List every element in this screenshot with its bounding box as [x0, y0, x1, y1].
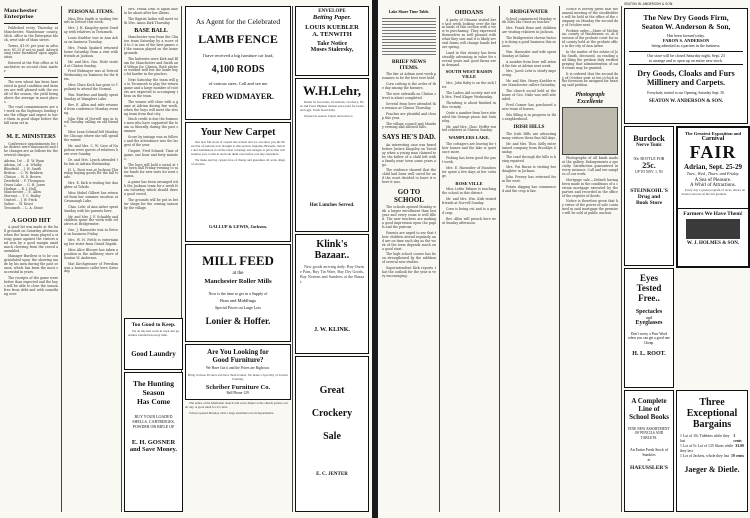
furniture-ad: Are You Looking for Good Furniture? We Have Got it and the Prices are Right too. Bring in those Pictures and have them framed. We make a Specialty of Artistic Framing. Schriber Furniture Co. Bell Phone 129.	[185, 344, 291, 400]
bargains-signature: Jaeger & Dietle.	[684, 465, 740, 474]
masthead: Manchester Enterprise	[4, 8, 38, 20]
crockery-ad: Great Crockery Sale E. C. JENTER	[295, 356, 369, 512]
farm-implement-illustration	[686, 219, 740, 239]
hunting-ad: The Hunting Season Has Come BUY YOUR LOADED SHELLS, CARTRIDGES, POWDER OR RIFLE OF E. H. GOSNER and Save Money.	[124, 372, 183, 512]
bridgewater-heading: BRIDGEWATER	[510, 10, 548, 15]
personal-items-heading: PERSONAL ITEMS.	[68, 10, 114, 15]
mill-feed-title: MILL FEED	[202, 253, 274, 268]
raisin-ville-heading: SOUTH WEST RAISIN VILLE	[445, 69, 493, 80]
says-hes-dad-heading: SAYS HE'S DAD.	[382, 133, 436, 142]
good-hit-heading: A GOOD HIT	[11, 216, 51, 224]
right-page	[378, 0, 750, 518]
left-column-1: Manchester Enterprise Published every Thursday at Manchester, Washtenaw county, Mich. office in the Enterprise block, west side of Main street. Terms, $1.00 per year in advance; $1.25 if not so paid. Advertising rates furnished upon application. Entered at the Post office at Manchester as second class matter. The new wheat has been harvested in good condition and farmers are well pleased with the result of the season, the yield being above the average in most places. The road commissioners are at work on the highways leading into the village and expect to have them in good shape before the fall rains set in. M. E. MINISTERS Conference appointments for the district were announced and the changes are as follows for the several charges. Adrian, 1st ... E. W. Ryan Adrian, 2d ... A. Whitby Blissfield ... J. H. Smith Britton ... C. W. Baldwin Clinton ... W. D. Brown Deerfield ... F. Thompson Grass Lake ... G. H. Jones Hudson ... R. J. Hall Manchester ... E. Allen Morenci ... T. C. Bailey Onsted ... J. W. Frick Saline ... W. Keast Tecumseh ... L. A. Stone A GOOD HIT A good hit was made at the ball grounds on Saturday afternoon when the home team played a strong game against the visitors and won by a good margin amid much cheering from the crowd assembled. Manager Burtless is to be congratulated upon the showing made by his men during the past season, which has been the most successful in years. The receipts of the game were better than expected and the boys will be able to close the season free from debt and with something over.	[4, 8, 58, 296]
left-page	[0, 0, 372, 518]
lehr-ad: W.H.Lehr, Dealer in Groceries, Provisions, Crockery, Flour and Feed. Highest market price paid for butter and eggs. Fresh bread daily. Oysters in season. Cigars and tobacco. Hot Lunches Served.	[295, 78, 369, 232]
time-table-heading: Lake Shore Time Table.	[388, 9, 430, 14]
go-to-school-heading: GO TO SCHOOL	[394, 188, 424, 204]
left-lower-ads: The ladies of the Methodist church will serve dinner at the church parlors on fair day. A good meal for 25 cents. School opened Monday with a large attendance in all departments.	[185, 402, 289, 415]
time-table	[382, 16, 436, 56]
rose-ville-heading: ROSE VILLE	[455, 180, 483, 186]
klink-ad: Klink's Bazaar.. New goods arriving daily. Buy Ourine Pans, Buy Tin Ware, Buy Dry Goods, Buy Notions and Sundries at the Bazaar. J. W. KLINK.	[295, 234, 369, 354]
right-fold-header: SEATON W. ANDERSON & SON.	[624, 2, 674, 6]
eyes-tested-ad: Eyes Tested Free.. Spectacles and Eyeglasses Don't worry a Poor Word when you can get a good one Cheap. H. L. ROOT.	[624, 268, 674, 388]
wamplers-lake-heading: WAMPLERS LAKE.	[448, 135, 490, 141]
right-column-1: Lake Shore Time Table. BRIEF NEWS ITEMS. The fair at Adrian next week promises to be the best ever held. Corn cutting is the order of the day among the farmers. The new sidewalk on Clinton street is about completed. Several from here attended the reunion at Clinton Thursday. Peaches are plentiful and cheap this year. The village council met Monday evening and allowed bills. SAYS HE'S DAD. An interesting case was heard before Justice Kingsley on Tuesday when a young man claimed to be the father of a child left with a family near town some years ago. The evidence showed that the child had been well cared for and the court decided to leave it where it was. GO TO SCHOOL The schools opened Monday with a larger enrollment than last year and every room is well filled. The new teachers are making a good impression upon the pupils and the patrons. Parents are urged to see that their children attend regularly and are on time each day as the work of the term depends much on a good start. The high school course has been strengthened by the addition of several new studies. Superintendent Kirk reports that the outlook for the year is very encouraging.	[382, 9, 436, 278]
right-column-2: OHIOANS A party of Ohioans visited here last week looking over the farm lands of this section with a view to purchasing. They expressed themselves as well pleased with what they saw and it is likely several farms will change hands before spring. Land in this vicinity has been steadily advancing in value for several years and good farms are in demand. SOUTH WEST RAISIN VILLE Mrs. John Raby is on the sick list. The Ladies Aid society met with Mrs. Fred Klager Wednesday. Threshing is about finished in this vicinity. Quite a number from here attended the Grange picnic last Saturday. Mr. and Mrs. Chas. Hoffer visited relatives at Sharon Sunday. WAMPLERS LAKE. The cottagers are leaving for their homes and the lake is quiet once more. Fishing has been good the past week. Mrs. E. Haeussler of Manchester spent a few days at her cottage. ROSE VILLE Miss Lottie Palmer is teaching the school in this district. Mr. and Mrs. Wm. Kirk visited friends at Norvell Sunday. Corn is being cut and is a good crop. Rev. Allen will preach here next Sunday afternoon.	[442, 10, 496, 225]
left-column-3: Mrs. Frank Neal is again able to be about after her illness. The Baptist ladies will meet with Mrs. Amos Kirk Thursday. BASE BALL Manchester won from the Clinton team Saturday by a score of 8 to 3 in one of the best games of the season played on the home grounds. The batteries were Kirk and Blum for Manchester and Smith and Wilson for Clinton. Both pitchers worked well but the home boys hit harder in the pinches. Next Saturday the team will go to Tecumseh to play the return game and a large number of rooters are expected to accompany them on the train. The season will close with a game at Adrian during fair week, when the boys will meet the strong team from that city. Much credit is due the business men who have supported the team so liberally during the past summer. Score by innings was as follows and the attendance was the largest of the year. Umpire, Fred Schmid. Time of game, one hour and forty minutes. The boys will hold a social at the town hall Friday evening to raise funds for new suits for next season. A game has been arranged with the Jackson team for a week from Saturday which should draw a good crowd. The grounds will be put in better shape for the coming season by the village.	[124, 8, 178, 210]
fair-title: FAIR	[689, 142, 737, 162]
photograph-heading: Photograph Excellente	[575, 92, 605, 105]
lamb-fence-title: LAMB FENCE	[198, 32, 278, 46]
irish-hills-heading: IRISH HILLS	[513, 125, 545, 131]
bargain-row: 1 Lot of Jackets, whole they last 19 cents	[680, 454, 744, 458]
carpet-ad: Your New Carpet Our new fall stock of carpets has arrived and we can show you the finest line of patterns ever brought to this section. Ingrains, Brussels, Velvets and Axminsters in all the latest colorings and designs at prices that will surprise you. Come in and look them over before you buy elsewhere. We make and lay carpets free of charge and guarantee all work. Rugs of all sizes. GALLUP & LEWIS, Jackson.	[185, 122, 291, 242]
bargain-row: 1 Lot of 10c Tidebins while they last 3 cents	[680, 434, 742, 443]
lamb-fence-ad: As Agent for the Celebrated LAMB FENCE I have received a big furniture car load, 4,100 RODS of various sizes. Call and see me FRED WIDMAYER.	[185, 6, 291, 120]
anderson-firm-name: Seaton W. Anderson & Son,	[641, 22, 731, 31]
carpet-title: Your New Carpet	[200, 127, 276, 138]
bargains-ad: Three Exceptional Bargains 1 Lot of 10c Tidebins while they last 3 cents 1 Lot of 5c Lot of 125 Shoes while they last $1.00 1 Lot of Jackets, whole they last 19 cents Jaeger & Dietle.	[676, 390, 748, 512]
mill-feed-ad: MILL FEED at the Manchester Roller Mills Now is the time to get in a Supply of Bran and Middlings Special Prices on Large Lots Lonier & Hoffer.	[185, 244, 291, 342]
envelope-ad: ENVELOPE Betting Paper. LOUIS KUEBLER A. TENWITH Take Notice Moses Stalersky,	[295, 6, 369, 76]
burdock-ad: Burdock Nerve Tonic 50c BOTTLE FOR 25c. UP TO NOV. 1, '05 STEINKOHL'S Drug and Book Store	[624, 126, 674, 266]
ministers-heading: M. E. MINISTERS	[6, 133, 56, 140]
photograph-image	[562, 107, 618, 155]
ministers-list: Adrian, 1st ... E. W. Ryan Adrian, 2d ... A. Whitby Blissfield ... J. H. Smith Britton ... C. W. Baldwin Clinton ... W. D. Brown Deerfield ... F. Thompson Grass Lake ... G. H. Jones Hudson ... R. J. Hall Manchester ... E. Allen Morenci ... T. C. Bailey Onsted ... J. W. Frick Saline ... W. Keast Tecumseh ... L. A. Stone	[4, 159, 46, 211]
right-column-3: BRIDGEWATER School commenced Monday with Miss Ida Gross as teacher. Mrs. Frank Reno and children are visiting relatives in Jackson. The Bridgewater cheese factory is doing a good business this season. Wm. Haeussler and wife spent Sunday at Saline. A number from here will attend the fair at Adrian next week. Mrs. Jacob Lehr is slowly improving. Mr. and Mrs. Henry Kuebler were Manchester callers Saturday. The church social held at the home of Geo. Nisle was well attended. Fred Gosner has purchased a new team of horses. Silo filling is in progress in this neighborhood. IRISH HILLS The Irish Hills are attracting many visitors these fine fall days. Mr. and Mrs. Thos. Kelly entertained company from Brooklyn Sunday. The road through the hills is being repaired. Mrs. Pat Burns is visiting her daughter in Jackson. John Feeney has returned from the west. Potato digging has commenced and the crop is fair.	[502, 10, 556, 193]
left-column-2: PERSONAL ITEMS. Miss Etta Smith is visiting friends in Detroit this week. Mrs. J. H. Kingsley spent Sunday with relatives in Tecumseh. Louis Kuebler was in Ann Arbor on business Tuesday. Mrs. Frank Spafard returned home Saturday from a visit with friends at Jackson. Mr. and Mrs. Geo. Nisle visited at Clinton Sunday. Fred Widmayer was at Detroit Wednesday on business for the firm. Miss Clara Koch has gone to Ypsilanti to attend the Normal. Wm. Burtless and family spent Sunday at Wamplers Lake. Rev. E. Allen and wife returned from conference Monday evening. John Fisk of Norvell was in town Tuesday calling on old friends. Miss Lena Schmid left Monday for Chicago where she will spend the winter. Mr. and Mrs. C. W. Case of Napoleon were guests of relatives here over Sunday. Dr. and Mrs. Lynch attended the fair at Adrian Wednesday. H. L. Root was at Jackson Thursday buying goods for the fall trade. Mrs. E. Kirk is visiting her daughter at Toledo. Miss Mabel Gilbert has returned from her summer vacation at Cavanaugh Lake. Chas. Lehr of Ann Arbor spent Sunday with his parents here. Mr. and Mrs. J. F. Schaible and children spent the week with relatives at Bridgewater. Geo. J. Haeussler was in Detroit on business Friday. Mrs. W. H. Pottle is entertaining her sister from Grand Rapids. Miss Alice Blosser has taken a position in the millinery store of Seaton W. Anderson. Mat Kirchgessner of Freedom was a business caller here Saturday.	[64, 10, 118, 274]
base-ball-heading: BASE BALL	[134, 27, 168, 34]
good-enough-ad: Too Good to Keep. We do the best work in town and guarantee satisfaction every time. Good Laundry	[124, 318, 183, 370]
brief-news-heading: BRIEF NEWS ITEMS.	[391, 59, 427, 72]
right-column-4: Notice is hereby given that the annual meeting of the stockholders will be held at the office of the company on Monday the second day of October next. Probate order.—State of Michigan, county of Washtenaw, ss. At a session of the probate court for said county held at the probate office in the city of Ann Arbor. In the matter of the estate of John Smith, deceased, on reading and filing the petition duly verified praying that administration of said estate may be granted. It is ordered that the second day of October next at ten o'clock in the forenoon be assigned for hearing said petition. Photograph Excellente Photographs of all kinds made at the gallery. Enlargements a specialty. Satisfaction guaranteed in every instance. Call and see samples of our work. Mortgage sale.—Default having been made in the conditions of a certain mortgage executed by the parties and recorded in the office of the register of deeds. Notice is therefore given that by virtue of the power of sale contained in said mortgage the premises will be sold at public auction.	[562, 8, 618, 216]
fair-ad: The Greatest Exposition and Carnival FAIR Adrian, Sept. 25-29 Tues., Wed., Thurs. and Friday. A Sea of Pleasure. A Whirl of Attractions. Every day a grand program of races, shows and band concerts on the fair grounds. Farmers We Have Them! W. J. HOLMES & SON.	[676, 126, 750, 268]
ohioans-heading: OHIOANS	[454, 10, 484, 16]
bargain-row: 1 Lot of 5c Lot of 125 Shoes while they last $1.00	[680, 444, 744, 453]
school-books-ad: A Complete Line of School Books FINE NEW ASSORTMENT OF PENCILS AND TABLETS. An Entire Fresh Stock of Sundries at HAEUSSLER'S	[624, 390, 674, 512]
anderson-ad: The New Dry Goods Firm, Seaton W. Anderson & Son, Has been formed today. FARON S. ANDERSON being admitted as a partner in the business. Our store will be closed Saturday night, Sept. 23 to arrange and to open up on entire new stock. Dry Goods, Cloaks and Furs Millinery and Carpets. Everybody invited to our Opening, Saturday Sept. 30. SEATON W. ANDERSON & SON.	[624, 8, 748, 124]
